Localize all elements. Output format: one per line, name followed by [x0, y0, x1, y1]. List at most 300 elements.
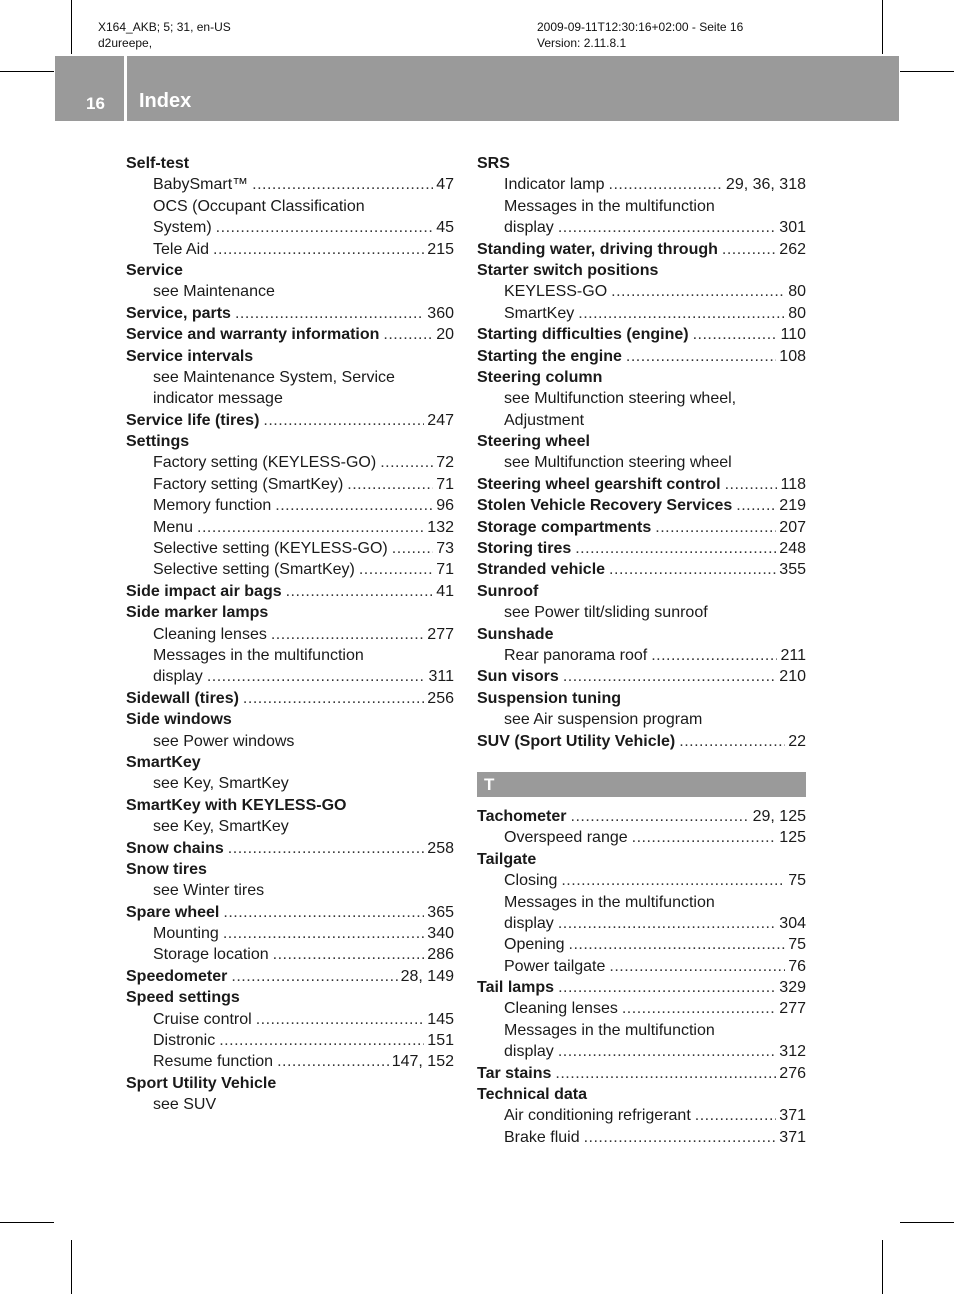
dot-leader	[256, 1009, 425, 1030]
index-entry	[126, 602, 454, 623]
entry-text: Menu	[153, 518, 194, 536]
page-reference: 262	[779, 240, 806, 258]
index-subentry	[477, 870, 806, 891]
dot-leader	[655, 517, 776, 538]
crop-mark	[900, 71, 954, 72]
index-subentry	[477, 956, 806, 977]
entry-text: see Air suspension program	[504, 711, 703, 729]
dot-leader	[231, 966, 397, 987]
index-subentry	[477, 827, 806, 848]
dot-leader	[563, 666, 776, 687]
dot-leader	[213, 239, 424, 260]
dot-leader	[693, 324, 778, 345]
dot-leader	[736, 495, 776, 516]
meta-line: d2ureepe,	[98, 36, 153, 50]
entry-text: display	[504, 219, 554, 237]
index-subentry	[126, 816, 454, 837]
index-subentry	[126, 217, 454, 238]
dot-leader	[207, 666, 426, 687]
dot-leader	[271, 624, 424, 645]
index-subentry	[126, 388, 454, 409]
page-reference: 304	[779, 914, 806, 932]
entry-text: Sunroof	[477, 582, 539, 600]
dot-leader	[609, 174, 723, 195]
index-subentry	[126, 538, 454, 559]
index-entry	[477, 153, 806, 174]
index-entry	[126, 581, 454, 602]
index-entry	[126, 709, 454, 730]
entry-text: Tailgate	[477, 850, 537, 868]
entry-text: Memory function	[153, 497, 272, 515]
dot-leader	[578, 303, 785, 324]
index-subentry	[126, 624, 454, 645]
entry-text: Factory setting (KEYLESS-GO)	[153, 454, 377, 472]
entry-text: see Power tilt/sliding sunroof	[504, 604, 708, 622]
dot-leader	[359, 559, 433, 580]
dot-leader	[722, 239, 776, 260]
index-subentry	[477, 303, 806, 324]
index-entry	[477, 581, 806, 602]
index-subentry	[126, 1009, 454, 1030]
entry-text: Service intervals	[126, 347, 254, 365]
page-reference: 286	[427, 946, 454, 964]
index-subentry	[477, 602, 806, 623]
entry-text: SRS	[477, 155, 510, 172]
index-subentry	[126, 452, 454, 473]
dot-leader	[561, 870, 785, 891]
dot-leader	[679, 731, 785, 752]
index-subentry	[477, 1105, 806, 1126]
page-header	[55, 56, 899, 121]
entry-text: Sunshade	[477, 625, 554, 643]
page-reference: 71	[436, 561, 454, 579]
index-subentry	[126, 196, 454, 217]
entry-text: see Multifunction steering wheel	[504, 454, 732, 472]
entry-text: Sun visors	[477, 668, 559, 686]
index-entry	[126, 966, 454, 987]
entry-text: Cruise control	[153, 1010, 252, 1028]
dot-leader	[632, 827, 777, 848]
meta-line: X164_AKB; 5; 31, en-US	[98, 20, 231, 34]
entry-text: Messages in the multifunction	[504, 1021, 715, 1039]
index-subentry	[126, 495, 454, 516]
entry-text: Storing tires	[477, 540, 572, 558]
header-divider	[124, 56, 127, 121]
entry-text: Brake fluid	[504, 1128, 580, 1146]
crop-mark	[882, 1240, 883, 1294]
page-reference: 340	[427, 925, 454, 943]
entry-text: Rear panorama roof	[504, 646, 648, 664]
index-subentry	[126, 559, 454, 580]
entry-text: Steering wheel gearshift control	[477, 475, 721, 493]
dot-leader	[197, 517, 424, 538]
dot-leader	[611, 281, 785, 302]
index-entry	[477, 849, 806, 870]
page-reference: 80	[788, 304, 806, 322]
entry-text: Cleaning lenses	[504, 1000, 618, 1018]
crop-mark	[71, 0, 72, 54]
entry-text: Sidewall (tires)	[126, 689, 239, 707]
dot-leader	[219, 1030, 424, 1051]
index-entry	[126, 153, 454, 174]
entry-text: Starting the engine	[477, 347, 622, 365]
page-reference: 76	[788, 957, 806, 975]
index-subentry	[126, 517, 454, 538]
entry-text: SmartKey	[126, 753, 201, 771]
index-subentry	[477, 1127, 806, 1148]
index-subentry	[126, 474, 454, 495]
entry-text: Side windows	[126, 711, 232, 729]
entry-text: Starter switch positions	[477, 261, 659, 279]
crop-mark	[900, 1222, 954, 1223]
page-reference: 71	[436, 475, 454, 493]
index-subentry	[126, 731, 454, 752]
index-entry	[126, 752, 454, 773]
dot-leader	[347, 474, 433, 495]
entry-text: see SUV	[153, 1096, 217, 1114]
page-reference: 75	[788, 872, 806, 890]
dot-leader	[223, 923, 424, 944]
crop-mark	[0, 1222, 54, 1223]
entry-text: see Multifunction steering wheel,	[504, 390, 737, 408]
entry-text: Service	[126, 261, 183, 279]
page-reference: 73	[436, 540, 454, 558]
page-reference: 365	[427, 903, 454, 921]
print-meta-right	[537, 19, 743, 51]
entry-text: Tele Aid	[153, 240, 210, 258]
dot-leader	[651, 645, 777, 666]
entry-text: Tachometer	[477, 807, 567, 825]
entry-text: Resume function	[153, 1053, 274, 1071]
index-subentry	[126, 239, 454, 260]
dot-leader	[216, 217, 434, 238]
entry-text: Closing	[504, 872, 558, 890]
dot-leader	[243, 688, 424, 709]
index-subentry	[126, 666, 454, 687]
crop-mark	[882, 0, 883, 54]
page-reference: 72	[436, 454, 454, 472]
dot-leader	[558, 1041, 776, 1062]
entry-text: see Maintenance	[153, 283, 275, 301]
dot-leader	[277, 1051, 389, 1072]
dot-leader	[286, 581, 434, 602]
entry-text: Air conditioning refrigerant	[504, 1107, 691, 1125]
dot-leader	[555, 1063, 776, 1084]
entry-text: see Winter tires	[153, 882, 265, 900]
entry-text: Overspeed range	[504, 829, 628, 847]
page-reference: 118	[780, 475, 806, 493]
entry-text: Service, parts	[126, 304, 231, 322]
page-reference: 47	[436, 176, 454, 194]
page-reference: 207	[779, 518, 806, 536]
page-reference: 145	[427, 1010, 454, 1028]
entry-text: SmartKey with KEYLESS-GO	[126, 796, 347, 814]
index-subentry	[126, 645, 454, 666]
dot-leader	[695, 1105, 777, 1126]
page-reference: 215	[427, 240, 454, 258]
entry-text: Stranded vehicle	[477, 561, 606, 579]
crop-mark	[71, 1240, 72, 1294]
page-reference: 20	[436, 326, 454, 344]
entry-text: see Power windows	[153, 732, 295, 750]
index-entry	[477, 666, 806, 687]
dot-leader	[392, 538, 433, 559]
page-number: 16	[86, 94, 105, 113]
entry-text: SmartKey	[504, 304, 575, 322]
dot-leader	[558, 913, 776, 934]
index-subentry	[126, 1094, 454, 1115]
entry-text: Service life (tires)	[126, 411, 260, 429]
index-entry	[477, 624, 806, 645]
entry-text: Snow chains	[126, 839, 224, 857]
entry-text: Tail lamps	[477, 979, 555, 997]
entry-text: Side marker lamps	[126, 604, 269, 622]
entry-text: Speedometer	[126, 967, 228, 985]
page-reference: 125	[779, 829, 806, 847]
page-reference: 248	[779, 540, 806, 558]
index-entry	[477, 538, 806, 559]
page-reference: 329	[779, 979, 806, 997]
page-reference: 28, 149	[400, 967, 454, 985]
index-subentry	[126, 1051, 454, 1072]
entry-text: Distronic	[153, 1032, 216, 1050]
section-letter-header: T	[477, 772, 806, 797]
crop-mark	[0, 71, 54, 72]
dot-leader	[558, 217, 776, 238]
index-subentry	[477, 388, 806, 409]
index-entry	[126, 838, 454, 859]
dot-leader	[383, 324, 433, 345]
entry-text: KEYLESS-GO	[504, 283, 608, 301]
page-reference: 75	[788, 936, 806, 954]
dot-leader	[273, 944, 425, 965]
index-entry	[477, 688, 806, 709]
dot-leader	[609, 956, 785, 977]
index-subentry	[477, 913, 806, 934]
entry-text: see Key, SmartKey	[153, 775, 289, 793]
page-reference: 41	[436, 582, 454, 600]
entry-text: Opening	[504, 936, 565, 954]
entry-text: Tar stains	[477, 1064, 552, 1082]
index-entry	[126, 902, 454, 923]
dot-leader	[575, 538, 776, 559]
entry-text: Side impact air bags	[126, 582, 282, 600]
entry-text: Self-test	[126, 155, 190, 172]
dot-leader	[626, 346, 776, 367]
entry-text: Spare wheel	[126, 903, 220, 921]
index-subentry	[126, 880, 454, 901]
entry-text: BabySmart™	[153, 176, 249, 194]
entry-text: Storage location	[153, 946, 269, 964]
index-subentry	[126, 174, 454, 195]
entry-text: indicator message	[153, 390, 283, 408]
index-entry	[126, 324, 454, 345]
entry-text: Factory setting (SmartKey)	[153, 475, 344, 493]
page-title: Index	[139, 90, 192, 112]
page-reference: 258	[427, 839, 454, 857]
index-entry	[477, 495, 806, 516]
index-entry	[477, 431, 806, 452]
page-reference: 371	[779, 1107, 806, 1125]
page-reference: 22	[788, 732, 806, 750]
page-reference: 355	[779, 561, 806, 579]
dot-leader	[725, 474, 778, 495]
index-column-left	[126, 153, 454, 1116]
index-subentry	[126, 367, 454, 388]
page-reference: 211	[780, 646, 806, 664]
dot-leader	[622, 998, 776, 1019]
page-reference: 311	[428, 668, 454, 686]
page-reference: 45	[436, 219, 454, 237]
dot-leader	[609, 559, 776, 580]
entry-text: Starting difficulties (engine)	[477, 326, 689, 344]
index-entry	[126, 431, 454, 452]
entry-text: Messages in the multifunction	[504, 197, 715, 215]
entry-text: see Key, SmartKey	[153, 818, 289, 836]
entry-text: Speed settings	[126, 989, 240, 1007]
page-reference: 80	[788, 283, 806, 301]
entry-text: see Maintenance System, Service	[153, 368, 395, 386]
entry-text: System)	[153, 219, 212, 237]
page-reference: 276	[779, 1064, 806, 1082]
page-reference: 29, 36, 318	[725, 176, 806, 194]
index-subentry	[477, 1041, 806, 1062]
index-subentry	[477, 174, 806, 195]
page-reference: 360	[427, 304, 454, 322]
index-entry	[126, 795, 454, 816]
index-subentry	[477, 934, 806, 955]
entry-text: Selective setting (KEYLESS-GO)	[153, 540, 388, 558]
index-entry	[477, 324, 806, 345]
entry-text: Cleaning lenses	[153, 625, 267, 643]
entry-text: Service and warranty information	[126, 326, 380, 344]
dot-leader	[569, 934, 786, 955]
index-subentry	[126, 281, 454, 302]
index-entry	[477, 977, 806, 998]
index-entry	[126, 688, 454, 709]
entry-text: display	[504, 914, 554, 932]
entry-text: Technical data	[477, 1086, 587, 1104]
dot-leader	[275, 495, 433, 516]
index-subentry	[477, 1020, 806, 1041]
index-subentry	[477, 217, 806, 238]
entry-text: Steering column	[477, 368, 603, 386]
entry-text: Selective setting (SmartKey)	[153, 561, 355, 579]
entry-text: Adjustment	[504, 411, 585, 429]
entry-text: display	[153, 668, 203, 686]
index-entry	[477, 474, 806, 495]
entry-text: Stolen Vehicle Recovery Services	[477, 497, 733, 515]
index-subentry	[126, 944, 454, 965]
entry-text: OCS (Occupant Classification	[153, 197, 365, 215]
index-entry	[477, 367, 806, 388]
index-entry	[126, 859, 454, 880]
index-entry	[477, 260, 806, 281]
page-reference: 210	[779, 668, 806, 686]
index-entry	[126, 346, 454, 367]
index-subentry	[126, 773, 454, 794]
entry-text: SUV (Sport Utility Vehicle)	[477, 732, 676, 750]
index-subentry	[477, 452, 806, 473]
entry-text: Messages in the multifunction	[153, 646, 364, 664]
entry-text: Snow tires	[126, 860, 207, 878]
index-entry	[477, 239, 806, 260]
index-column-right	[477, 153, 806, 1148]
page-reference: 247	[427, 411, 454, 429]
page-reference: 277	[779, 1000, 806, 1018]
index-entry	[126, 987, 454, 1008]
index-subentry	[477, 645, 806, 666]
entry-text: Sport Utility Vehicle	[126, 1074, 277, 1092]
index-subentry	[126, 1030, 454, 1051]
index-entry	[126, 303, 454, 324]
page-reference: 371	[779, 1128, 806, 1146]
index-entry	[477, 1063, 806, 1084]
index-entry	[477, 806, 806, 827]
entry-text: Settings	[126, 433, 190, 451]
page-reference: 110	[780, 326, 806, 344]
index-entry	[126, 1073, 454, 1094]
page-reference: 29, 125	[752, 807, 806, 825]
entry-text: Mounting	[153, 925, 219, 943]
page-reference: 96	[436, 497, 454, 515]
dot-leader	[571, 806, 750, 827]
entry-text: display	[504, 1043, 554, 1061]
entry-text: Storage compartments	[477, 518, 652, 536]
page-reference: 312	[779, 1043, 806, 1061]
dot-leader	[228, 838, 425, 859]
index-subentry	[477, 196, 806, 217]
dot-leader	[223, 902, 424, 923]
page-reference: 256	[427, 689, 454, 707]
meta-line: 2009-09-11T12:30:16+02:00 - Seite 16	[537, 20, 744, 34]
index-entry	[477, 1084, 806, 1105]
page-reference: 147, 152	[391, 1053, 454, 1071]
index-entry	[477, 731, 806, 752]
meta-line: Version: 2.11.8.1	[537, 36, 627, 50]
page-reference: 108	[779, 347, 806, 365]
index-entry	[477, 517, 806, 538]
dot-leader	[558, 977, 776, 998]
entry-text: Suspension tuning	[477, 689, 621, 707]
entry-text: Power tailgate	[504, 957, 606, 975]
entry-text: Messages in the multifunction	[504, 893, 715, 911]
index-entry	[477, 346, 806, 367]
index-subentry	[477, 709, 806, 730]
page-reference: 301	[779, 219, 806, 237]
dot-leader	[584, 1127, 777, 1148]
print-meta-left	[98, 19, 231, 51]
entry-text: Indicator lamp	[504, 176, 605, 194]
page-reference: 132	[427, 518, 454, 536]
page-reference: 151	[427, 1032, 454, 1050]
dot-leader	[380, 452, 433, 473]
dot-leader	[235, 303, 424, 324]
dot-leader	[252, 174, 433, 195]
entry-text: Steering wheel	[477, 433, 590, 451]
index-entry	[126, 410, 454, 431]
page-reference: 219	[779, 497, 806, 515]
entry-text: Standing water, driving through	[477, 240, 718, 258]
page-reference: 277	[427, 625, 454, 643]
index-subentry	[477, 410, 806, 431]
index-subentry	[477, 892, 806, 913]
dot-leader	[263, 410, 424, 431]
index-subentry	[477, 281, 806, 302]
index-subentry	[477, 998, 806, 1019]
index-subentry	[126, 923, 454, 944]
index-entry	[126, 260, 454, 281]
